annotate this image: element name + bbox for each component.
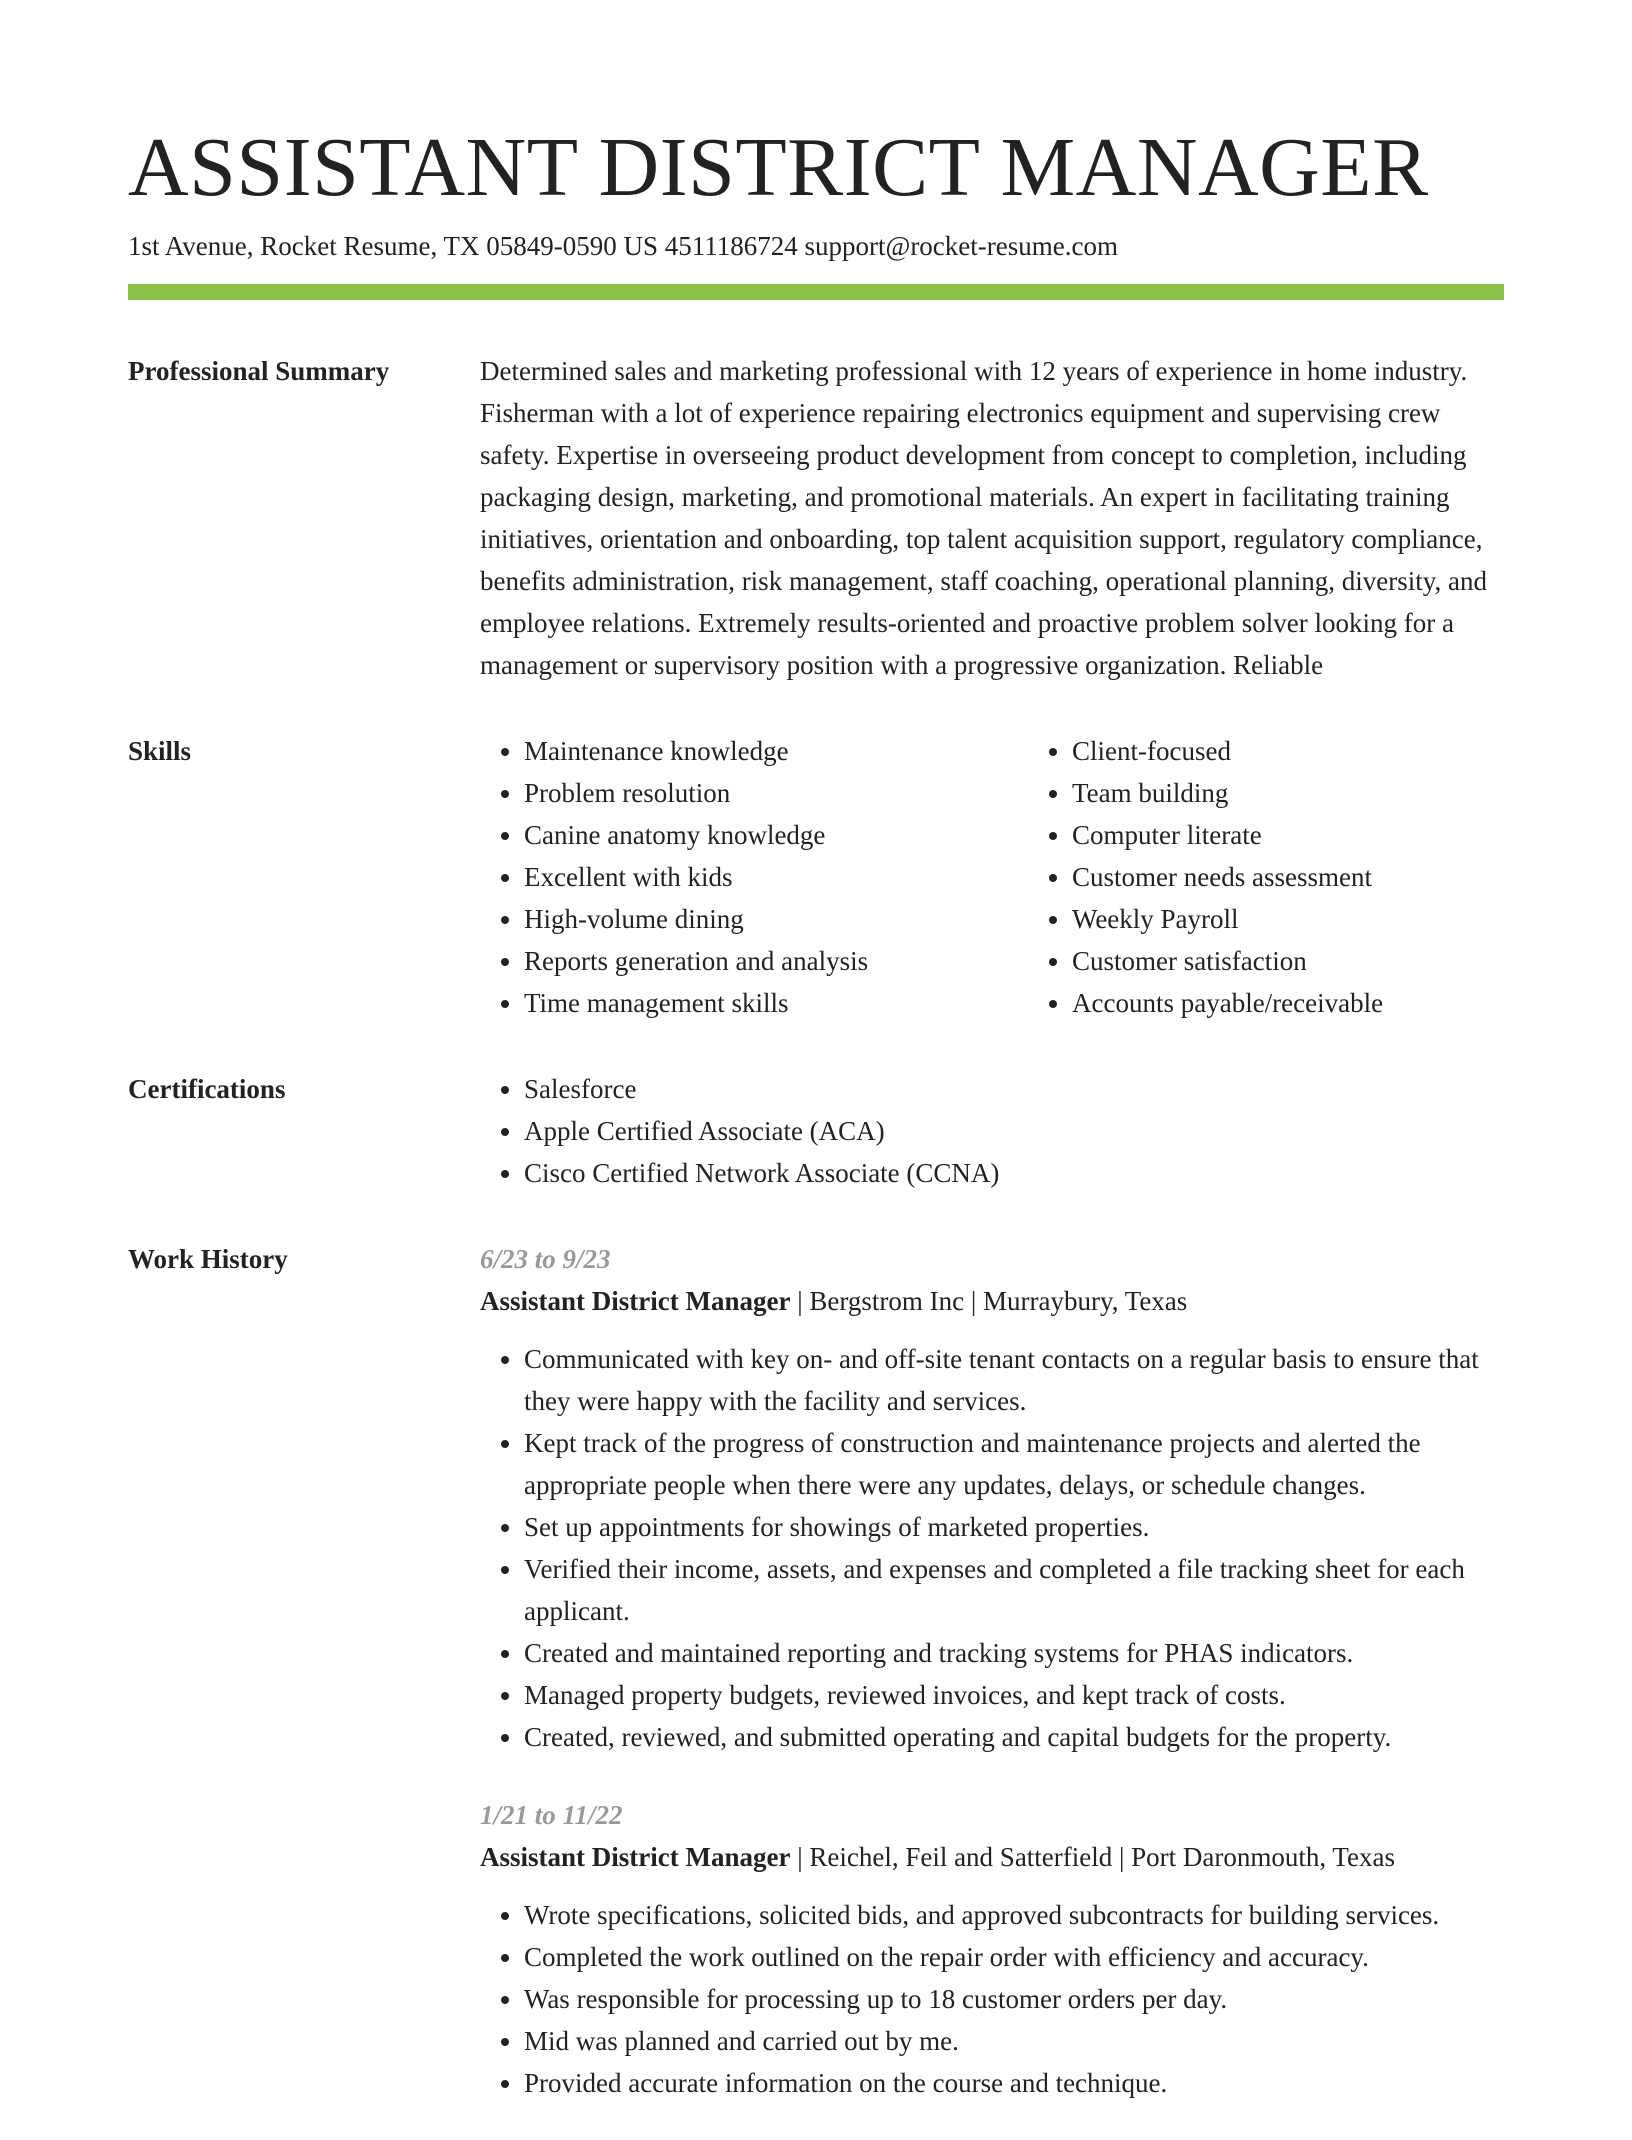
resume-page: [128, 118, 1504, 2140]
job-bullets: [480, 1338, 1504, 1758]
job-bullet: • Managed property budgets, reviewed invoices, and kept track of costs.: [524, 1674, 1504, 1716]
skill-item: • Excellent with kids: [524, 856, 1028, 898]
accent-divider: [128, 284, 1504, 300]
skill-item: • Maintenance knowledge: [524, 730, 1028, 772]
contact-info: 1st Avenue, Rocket Resume, TX 05849-0590 US 4511186724 support@rocket-resume.com: [128, 231, 1118, 261]
certification-item: • Cisco Certified Network Associate (CCNA): [524, 1152, 1504, 1194]
job-bullet: • Provided accurate information on the course and technique.: [524, 2062, 1504, 2104]
resume-title: ASSISTANT DISTRICT MANAGER: [128, 121, 1429, 214]
skill-item: • Reports generation and analysis: [524, 940, 1028, 982]
job-employer: | Bergstrom Inc | Murraybury, Texas: [790, 1286, 1188, 1316]
job-bullet: • Created, reviewed, and submitted operating and capital budgets for the property.: [524, 1716, 1504, 1758]
job-dates: 6/23 to 9/23: [480, 1244, 611, 1274]
job-entry: [480, 1794, 1504, 2104]
skill-item: • Computer literate: [1072, 814, 1383, 856]
job-bullet: • Was responsible for processing up to 18 customer orders per day.: [524, 1978, 1504, 2020]
skills-grid: [480, 730, 1504, 1024]
skill-item: • Problem resolution: [524, 772, 1028, 814]
skill-item: • Canine anatomy knowledge: [524, 814, 1028, 856]
job-bullet: • Wrote specifications, solicited bids, and approved subcontracts for building services.: [524, 1894, 1504, 1936]
work-history-section: [128, 1238, 1504, 2140]
job-dates: 1/21 to 11/22: [480, 1800, 623, 1830]
summary-text: Determined sales and marketing professional with 12 years of experience in home industry. Fisherman with a lot of experience repairing electronics equipment and supervising crew safety. Expertise in overseeing product development from concept to completion, including packaging design, marketing, and promotional materials. An expert in facilitating training initiatives, orientation and onboarding, top talent acquisition support, regulatory compliance, benefits administration, risk management, staff coaching, operational planning, diversity, and employee relations. Extremely results-oriented and proactive problem solver looking for a management or supervisory position with a progressive organization. Reliable: [480, 356, 1487, 680]
certification-item: • Salesforce: [524, 1068, 1504, 1110]
job-entry: [480, 1238, 1504, 1758]
certifications-list: [480, 1068, 1504, 1194]
summary-section: [128, 350, 1504, 686]
job-bullet: • Verified their income, assets, and expenses and completed a file tracking sheet for each applicant.: [524, 1548, 1504, 1632]
job-bullets: [480, 1894, 1504, 2104]
job-bullet: • Kept track of the progress of construction and maintenance projects and alerted the appropriate people when there were any updates, delays, or schedule changes.: [524, 1422, 1504, 1506]
certification-item: • Apple Certified Associate (ACA): [524, 1110, 1504, 1152]
job-title: Assistant District Manager: [480, 1842, 791, 1872]
skill-item: • Customer satisfaction: [1072, 940, 1383, 982]
job-bullet: • Communicated with key on- and off-site tenant contacts on a regular basis to ensure that they were happy with the facility and services.: [524, 1338, 1504, 1422]
job-title-line: [480, 1836, 1504, 1878]
skills-list-left: [480, 730, 1028, 1024]
skill-item: • High-volume dining: [524, 898, 1028, 940]
skill-item: • Client-focused: [1072, 730, 1383, 772]
job-bullet: • Created and maintained reporting and tracking systems for PHAS indicators.: [524, 1632, 1504, 1674]
certifications-section: [128, 1068, 1504, 1194]
skill-item: • Weekly Payroll: [1072, 898, 1383, 940]
job-bullet: • Mid was planned and carried out by me.: [524, 2020, 1504, 2062]
skills-heading: Skills: [128, 736, 192, 766]
skill-item: • Customer needs assessment: [1072, 856, 1383, 898]
skill-item: • Time management skills: [524, 982, 1028, 1024]
job-bullet: • Completed the work outlined on the repair order with efficiency and accuracy.: [524, 1936, 1504, 1978]
job-title-line: [480, 1280, 1504, 1322]
summary-heading: Professional Summary: [128, 356, 390, 386]
skills-section: [128, 730, 1504, 1024]
skill-item: • Team building: [1072, 772, 1383, 814]
job-bullet: • Set up appointments for showings of marketed properties.: [524, 1506, 1504, 1548]
certifications-body: [480, 1068, 1504, 1194]
job-employer: | Reichel, Feil and Satterfield | Port Daronmouth, Texas: [790, 1842, 1395, 1872]
skill-item: • Accounts payable/receivable: [1072, 982, 1383, 1024]
job-title: Assistant District Manager: [480, 1286, 791, 1316]
skills-list-right: [1028, 730, 1383, 1024]
work-history-body: [480, 1238, 1504, 2140]
certifications-heading: Certifications: [128, 1074, 286, 1104]
work-history-heading: Work History: [128, 1244, 288, 1274]
